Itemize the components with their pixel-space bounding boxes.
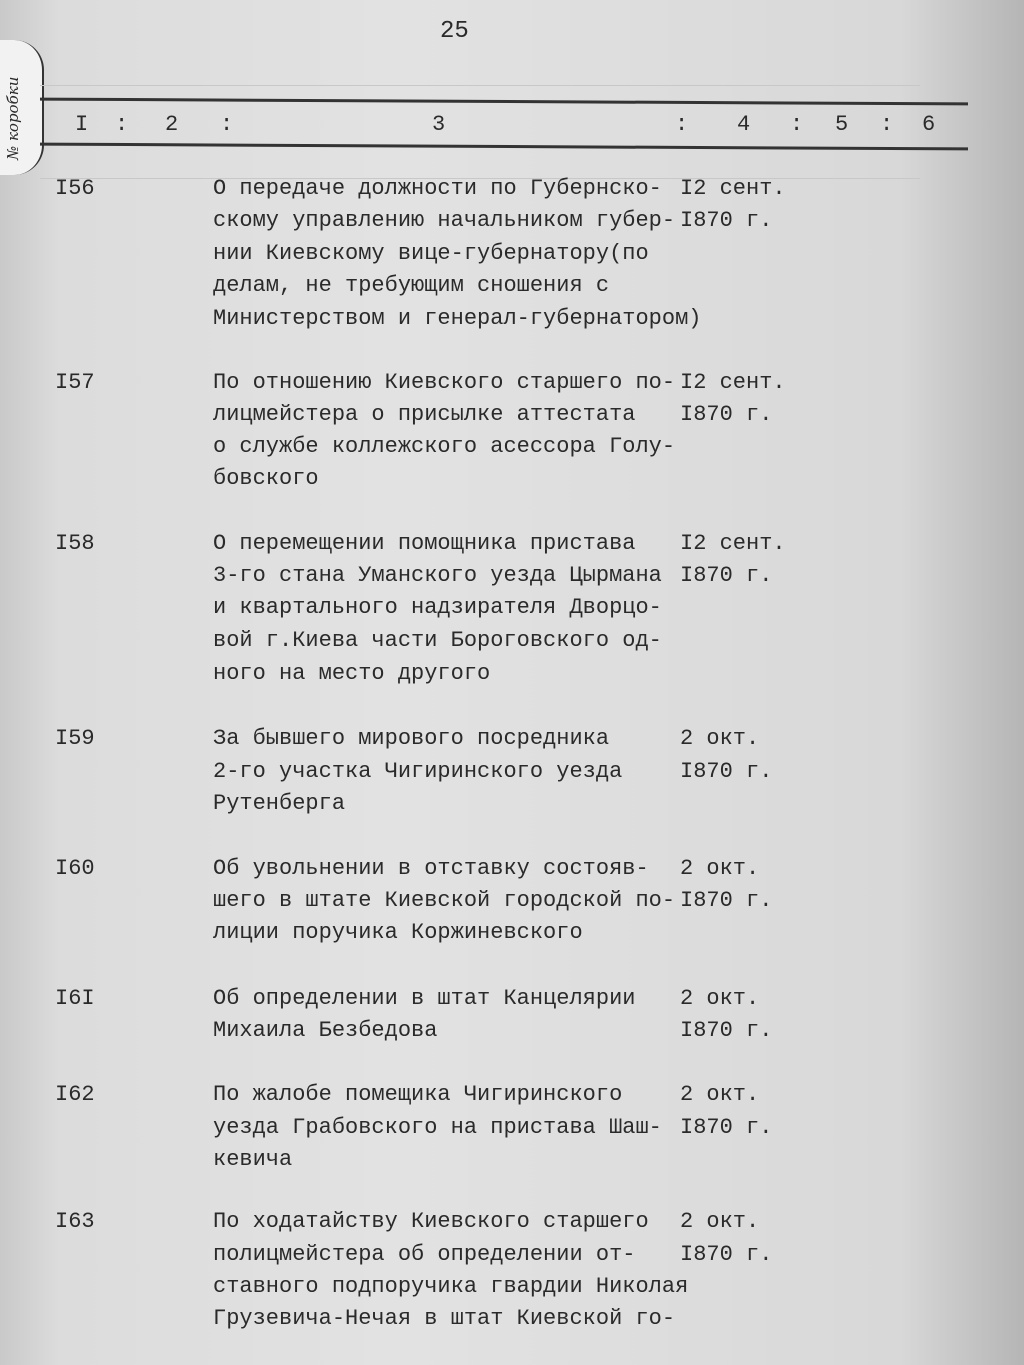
col-sep: : xyxy=(790,112,804,137)
entry-date: I870 г. xyxy=(680,1115,773,1140)
col-header-5: 5 xyxy=(835,112,849,137)
entry-number: I57 xyxy=(55,370,95,395)
entry-title-text: полицмейстера об определении от- xyxy=(213,1242,636,1267)
entry-title-text: бовского xyxy=(213,466,319,491)
entry-date: 2 окт. xyxy=(680,986,760,1011)
entry-date: I2 сент. xyxy=(680,531,786,556)
entry-date: 2 окт. xyxy=(680,1082,760,1107)
entry-number: I56 xyxy=(55,176,95,201)
entry-date: 2 окт. xyxy=(680,726,760,751)
entry-title-text: скому управлению начальником губер- xyxy=(213,208,676,233)
entry-date: 2 окт. xyxy=(680,1209,760,1234)
bleed-through-line xyxy=(40,85,920,86)
col-header-3: 3 xyxy=(432,112,446,137)
entry-title-text: лицмейстера о присылке аттестата xyxy=(213,402,636,427)
box-number-tab xyxy=(0,40,44,175)
margin-label: № коробки xyxy=(4,76,22,160)
entry-title-text: уезда Грабовского на пристава Шаш- xyxy=(213,1115,662,1140)
entry-title-text: Министерством и генерал-губернатором) xyxy=(213,306,702,331)
entry-title-text: кевича xyxy=(213,1147,293,1172)
header-top-rule xyxy=(40,98,968,106)
entry-title-text: За бывшего мирового посредника xyxy=(213,726,610,751)
entry-number: I58 xyxy=(55,531,95,556)
entry-date: I870 г. xyxy=(680,563,773,588)
col-sep: : xyxy=(880,112,894,137)
entry-title-text: шего в штате Киевской городской по- xyxy=(213,888,676,913)
entry-number: I6I xyxy=(55,986,95,1011)
entry-date: I870 г. xyxy=(680,888,773,913)
entry-title-text: О передаче должности по Губернско- xyxy=(213,176,662,201)
col-sep: : xyxy=(220,112,234,137)
entry-title-text: вой г.Киева части Бороговского од- xyxy=(213,628,662,653)
entry-title-text: Грузевича-Нечая в штат Киевской го- xyxy=(213,1306,676,1331)
entry-date: I870 г. xyxy=(680,1018,773,1043)
entry-date: I2 сент. xyxy=(680,370,786,395)
entry-number: I63 xyxy=(55,1209,95,1234)
entry-title-text: По жалобе помещика Чигиринского xyxy=(213,1082,623,1107)
entry-title-text: и квартального надзирателя Дворцо- xyxy=(213,595,662,620)
col-header-4: 4 xyxy=(737,112,751,137)
col-header-1: I xyxy=(75,112,89,137)
entry-date: I2 сент. xyxy=(680,176,786,201)
entry-title-text: нии Киевскому вице-губернатору(по xyxy=(213,241,649,266)
entry-date: I870 г. xyxy=(680,759,773,784)
col-header-6: 6 xyxy=(922,112,936,137)
entry-title-text: лиции поручика Коржиневского xyxy=(213,920,583,945)
entry-title-text: О перемещении помощника пристава xyxy=(213,531,636,556)
entry-title-text: Рутенберга xyxy=(213,791,346,816)
entry-title-text: Об увольнении в отставку состояв- xyxy=(213,856,649,881)
entry-title-text: Об определении в штат Канцелярии xyxy=(213,986,636,1011)
entry-title-text: По отношению Киевского старшего по- xyxy=(213,370,676,395)
entry-date: 2 окт. xyxy=(680,856,760,881)
entry-title-text: Михаила Безбедова xyxy=(213,1018,438,1043)
entry-title-text: 2-го участка Чигиринского уезда xyxy=(213,759,623,784)
col-header-2: 2 xyxy=(165,112,179,137)
entry-title-text: делам, не требующим сношения с xyxy=(213,273,610,298)
entry-date: I870 г. xyxy=(680,1242,773,1267)
entry-title-text: ного на место другого xyxy=(213,661,491,686)
col-sep: : xyxy=(115,112,129,137)
entry-number: I60 xyxy=(55,856,95,881)
entry-title-text: По ходатайству Киевского старшего xyxy=(213,1209,649,1234)
entry-date: I870 г. xyxy=(680,402,773,427)
entry-number: I59 xyxy=(55,726,95,751)
header-bottom-rule xyxy=(40,143,968,151)
entry-title-text: о службе коллежского асессора Голу- xyxy=(213,434,676,459)
page-number: 25 xyxy=(440,18,469,45)
col-sep: : xyxy=(675,112,689,137)
entry-number: I62 xyxy=(55,1082,95,1107)
entry-title-text: 3-го стана Уманского уезда Цырмана xyxy=(213,563,662,588)
entry-date: I870 г. xyxy=(680,208,773,233)
entry-title-text: ставного подпоручика гвардии Николая xyxy=(213,1274,689,1299)
